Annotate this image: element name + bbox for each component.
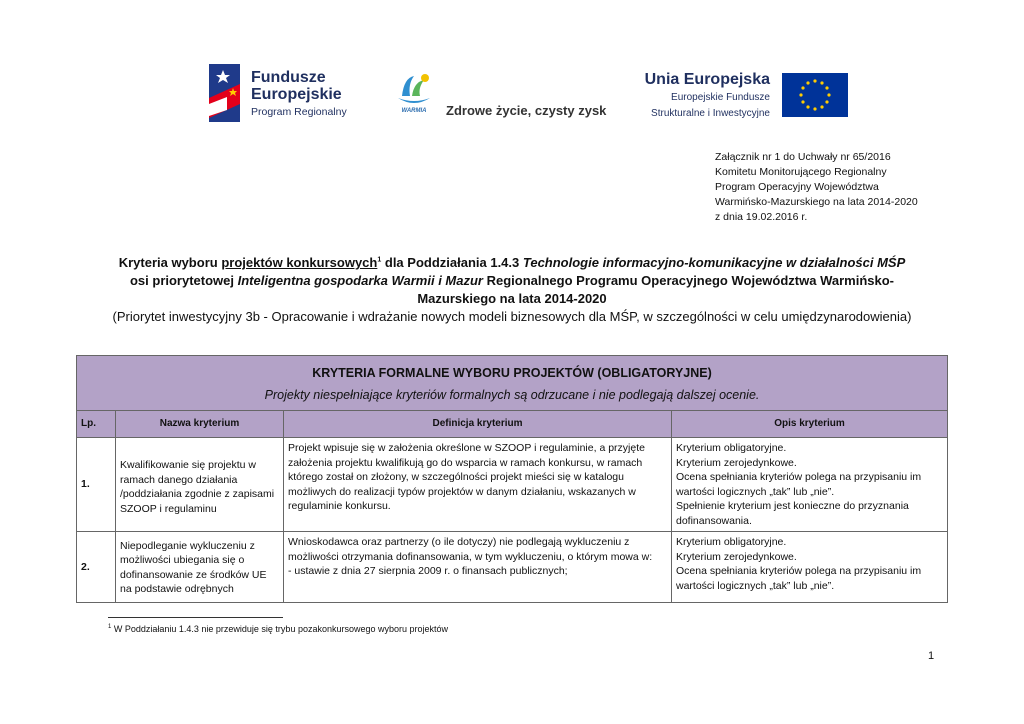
criterion-name: Kwalifikowanie się projektu w ramach danego działania /poddziałania zgodnie z zapisami SZOOP i regulaminu	[116, 438, 284, 532]
col-name: Nazwa kryterium	[116, 411, 284, 438]
table-row	[77, 438, 948, 532]
criterion-description	[672, 532, 948, 603]
title-axis-name: Inteligentna gospodarka Warmii i Mazur	[237, 273, 483, 289]
annex-line1: Załącznik nr 1 do Uchwały nr 65/2016	[715, 151, 891, 163]
annex-line2: Komitetu Monitorującego Regionalny	[715, 166, 887, 178]
warmia-mazury-slogan: Zdrowe życie, czysty zysk	[446, 103, 607, 118]
title-projects-link: projektów konkursowych	[221, 255, 378, 271]
unia-europejska-logo-text	[642, 71, 770, 120]
desc-line: Kryterium obligatoryjne.	[676, 442, 787, 454]
title-part3b: Regionalnego Programu Operacyjnego Województwa Warmińsko-	[482, 273, 894, 289]
fe-logo-line1: Fundusze	[251, 69, 326, 86]
footnote-text: W Poddziałaniu 1.4.3 nie przewiduje się trybu pozakonkursowego wyboru projektów	[111, 624, 449, 634]
ue-logo-line3: Strukturalne i Inwestycyjne	[651, 107, 770, 119]
footnote-divider	[108, 617, 283, 618]
title-part1: Kryteria wyboru	[118, 255, 222, 271]
annex-line3: Program Operacyjny Województwa	[715, 181, 879, 193]
criterion-definition	[284, 532, 672, 603]
page-number: 1	[928, 650, 935, 662]
table-header	[77, 356, 948, 411]
footnote	[108, 624, 448, 634]
desc-line: Ocena spełniania kryteriów polega na przypisaniu im wartości logicznych „tak” lub „nie”.	[676, 565, 922, 592]
desc-line: Ocena spełniania kryteriów polega na przypisaniu im wartości logicznych „tak” lub „nie”.	[676, 471, 922, 498]
fe-logo-line2: Europejskie	[251, 85, 342, 103]
col-definition: Definicja kryterium	[284, 411, 672, 438]
ue-logo-line2: Europejskie Fundusze	[671, 92, 770, 103]
annex-line4: Warmińsko-Mazurskiego na lata 2014-2020	[715, 196, 918, 208]
criteria-table	[76, 355, 948, 603]
definition-item: - ustawie z dnia 27 sierpnia 2009 r. o finansach publicznych;	[288, 565, 568, 577]
desc-line: Kryterium zerojedynkowe.	[676, 456, 797, 469]
table-row	[77, 532, 948, 603]
svg-text:WARMIA: WARMIA	[401, 108, 427, 114]
title-subaction-name: Technologie informacyjno-komunikacyjne w działalności MŚP	[522, 255, 906, 271]
table-header-title: KRYTERIA FORMALNE WYBORU PROJEKTÓW (OBLIGATORYJNE)	[312, 366, 712, 380]
title-part4: Mazurskiego na lata 2014-2020	[417, 291, 607, 307]
document-title	[80, 252, 944, 326]
fundusze-europejskie-logo-text	[251, 70, 347, 118]
annex-note	[715, 150, 918, 225]
footnote-number: 1	[108, 624, 112, 630]
table-column-headers	[77, 411, 948, 438]
desc-line: Spełnienie kryterium jest konieczne do przyznania dofinansowania.	[676, 500, 909, 527]
annex-line5: z dnia 19.02.2016 r.	[715, 211, 808, 223]
criterion-name: Niepodleganie wykluczeniu z możliwości ubiegania się o dofinansowanie ze środków UE na podstawie odrębnych	[116, 532, 284, 603]
fe-logo-line3: Program Regionalny	[251, 105, 347, 118]
title-priority: (Priorytet inwestycyjny 3b - Opracowanie i wdrażanie nowych modeli biznesowych dla MŚP, w szczególności w celu umiędzynarodowienia)	[112, 309, 912, 325]
eu-flag-icon	[782, 73, 848, 117]
desc-line: Kryterium zerojedynkowe.	[676, 550, 797, 563]
row-number: 1.	[77, 438, 116, 532]
criterion-description	[672, 438, 948, 532]
desc-line: Kryterium obligatoryjne.	[676, 536, 787, 548]
table-header-subtitle: Projekty niespełniające kryteriów formalnych są odrzucane i nie podlegają dalszej ocenie.	[264, 387, 760, 402]
warmia-mazury-logo-icon	[392, 70, 436, 116]
title-part3: osi priorytetowej	[129, 273, 238, 289]
definition-text: Wnioskodawca oraz partnerzy (o ile dotyczy) nie podlegają wykluczeniu z możliwości otrzymania dofinansowania, w tym wykluczeniu, o którym mowa w:	[288, 536, 653, 563]
fundusze-europejskie-flag-icon	[209, 64, 240, 122]
col-description: Opis kryterium	[672, 411, 948, 438]
col-lp: Lp.	[77, 411, 116, 438]
ue-logo-line1: Unia Europejska	[644, 71, 770, 88]
title-footnote-ref: 1	[377, 257, 382, 264]
criterion-definition: Projekt wpisuje się w założenia określone w SZOOP i regulaminie, a przyjęte założenia projektu kwalifikują go do wsparcia w ramach konkursu, w ramach którego został on złożony, w szczególności projekt mieści się w katalogu możliwych do realizacji typów projektów w danym działaniu, wskazanych w regulaminie konkursu.	[284, 438, 672, 532]
title-part2: dla Poddziałania 1.4.3	[381, 255, 523, 271]
row-number: 2.	[77, 532, 116, 603]
